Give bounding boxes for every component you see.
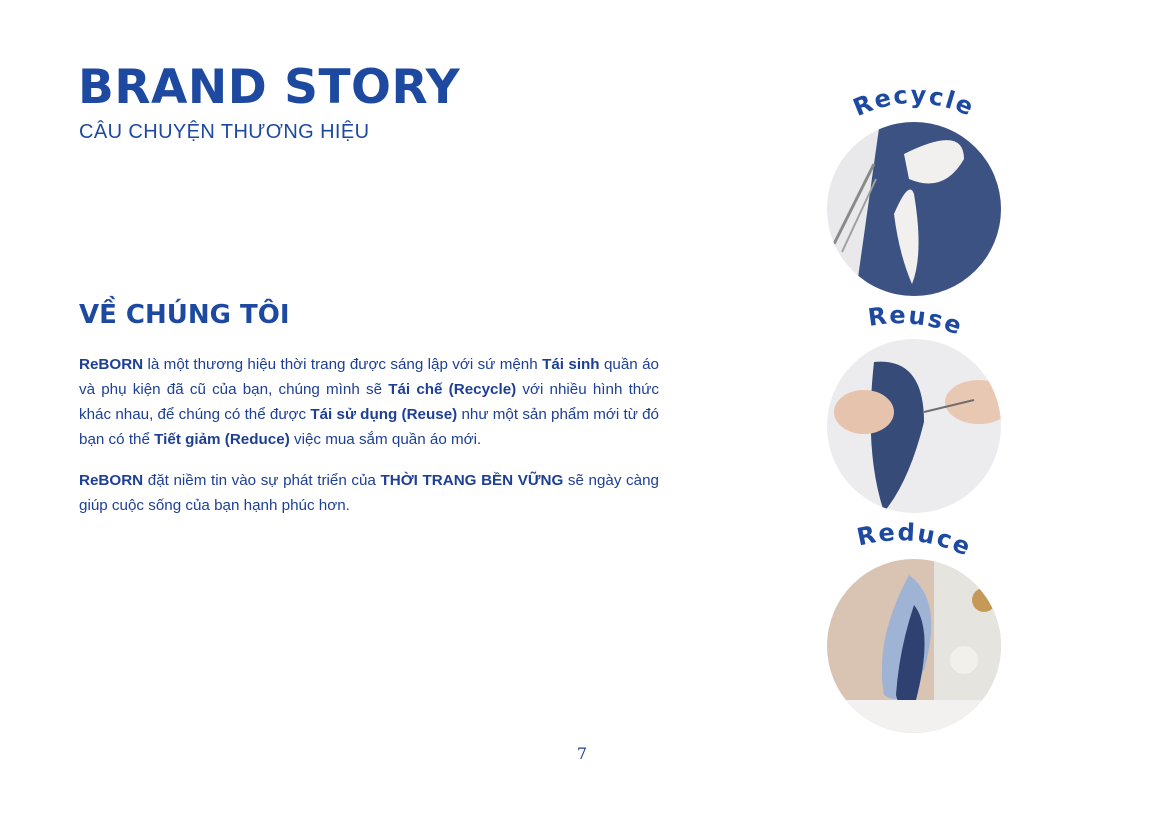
reduce-label: Reduce	[854, 520, 977, 563]
page-subtitle: CÂU CHUYỆN THƯƠNG HIỆU	[79, 121, 370, 143]
text-run: như một sản phẩm mới từ đó bạn có thể	[79, 406, 659, 448]
bold-run: Tái sinh	[542, 356, 600, 373]
reduce-item	[814, 520, 1014, 720]
text-run: việc mua sắm quần áo mới.	[289, 431, 482, 448]
brand-name: ReBORN	[79, 472, 144, 489]
denim-cutting-photo-icon	[814, 111, 1014, 299]
recycle-item	[814, 84, 1014, 284]
text-run: sẽ ngày càng giúp cuộc sống của bạn hạnh phúc hơn.	[79, 472, 659, 514]
text-run: là một thương hiệu thời trang được sáng lập với sứ mệnh	[143, 356, 543, 373]
reduce-graphic	[814, 520, 1014, 735]
about-body	[79, 352, 659, 534]
section-heading: VỀ CHÚNG TÔI	[79, 300, 290, 330]
bold-run: Tái chế (Recycle)	[388, 381, 517, 398]
page-title: BRAND STORY	[78, 60, 461, 115]
denim-sewing-photo-icon	[814, 332, 1014, 517]
reuse-item	[814, 302, 1014, 502]
reuse-label: Reuse	[866, 302, 968, 341]
recycle-graphic	[814, 84, 1014, 299]
about-paragraph-1	[79, 352, 659, 452]
bold-run: Tái sử dụng (Reuse)	[310, 406, 458, 423]
page-number: 7	[576, 744, 588, 763]
recycle-label: Recycle	[849, 84, 980, 122]
reuse-graphic	[814, 302, 1014, 517]
brand-name: ReBORN	[79, 356, 144, 373]
text-run: quần áo và phụ kiện đã cũ của bạn, chúng mình sẽ	[79, 356, 659, 398]
about-paragraph-2	[79, 468, 659, 518]
bold-run: THỜI TRANG BỀN VỮNG	[380, 472, 564, 489]
denim-leaf-earring-photo-icon	[814, 550, 1014, 735]
text-run: với nhiều hình thức khác nhau, để chúng có thể được	[79, 381, 660, 423]
text-run: đặt niềm tin vào sự phát triển của	[143, 472, 381, 489]
bold-run: Tiết giảm (Reduce)	[154, 431, 290, 448]
